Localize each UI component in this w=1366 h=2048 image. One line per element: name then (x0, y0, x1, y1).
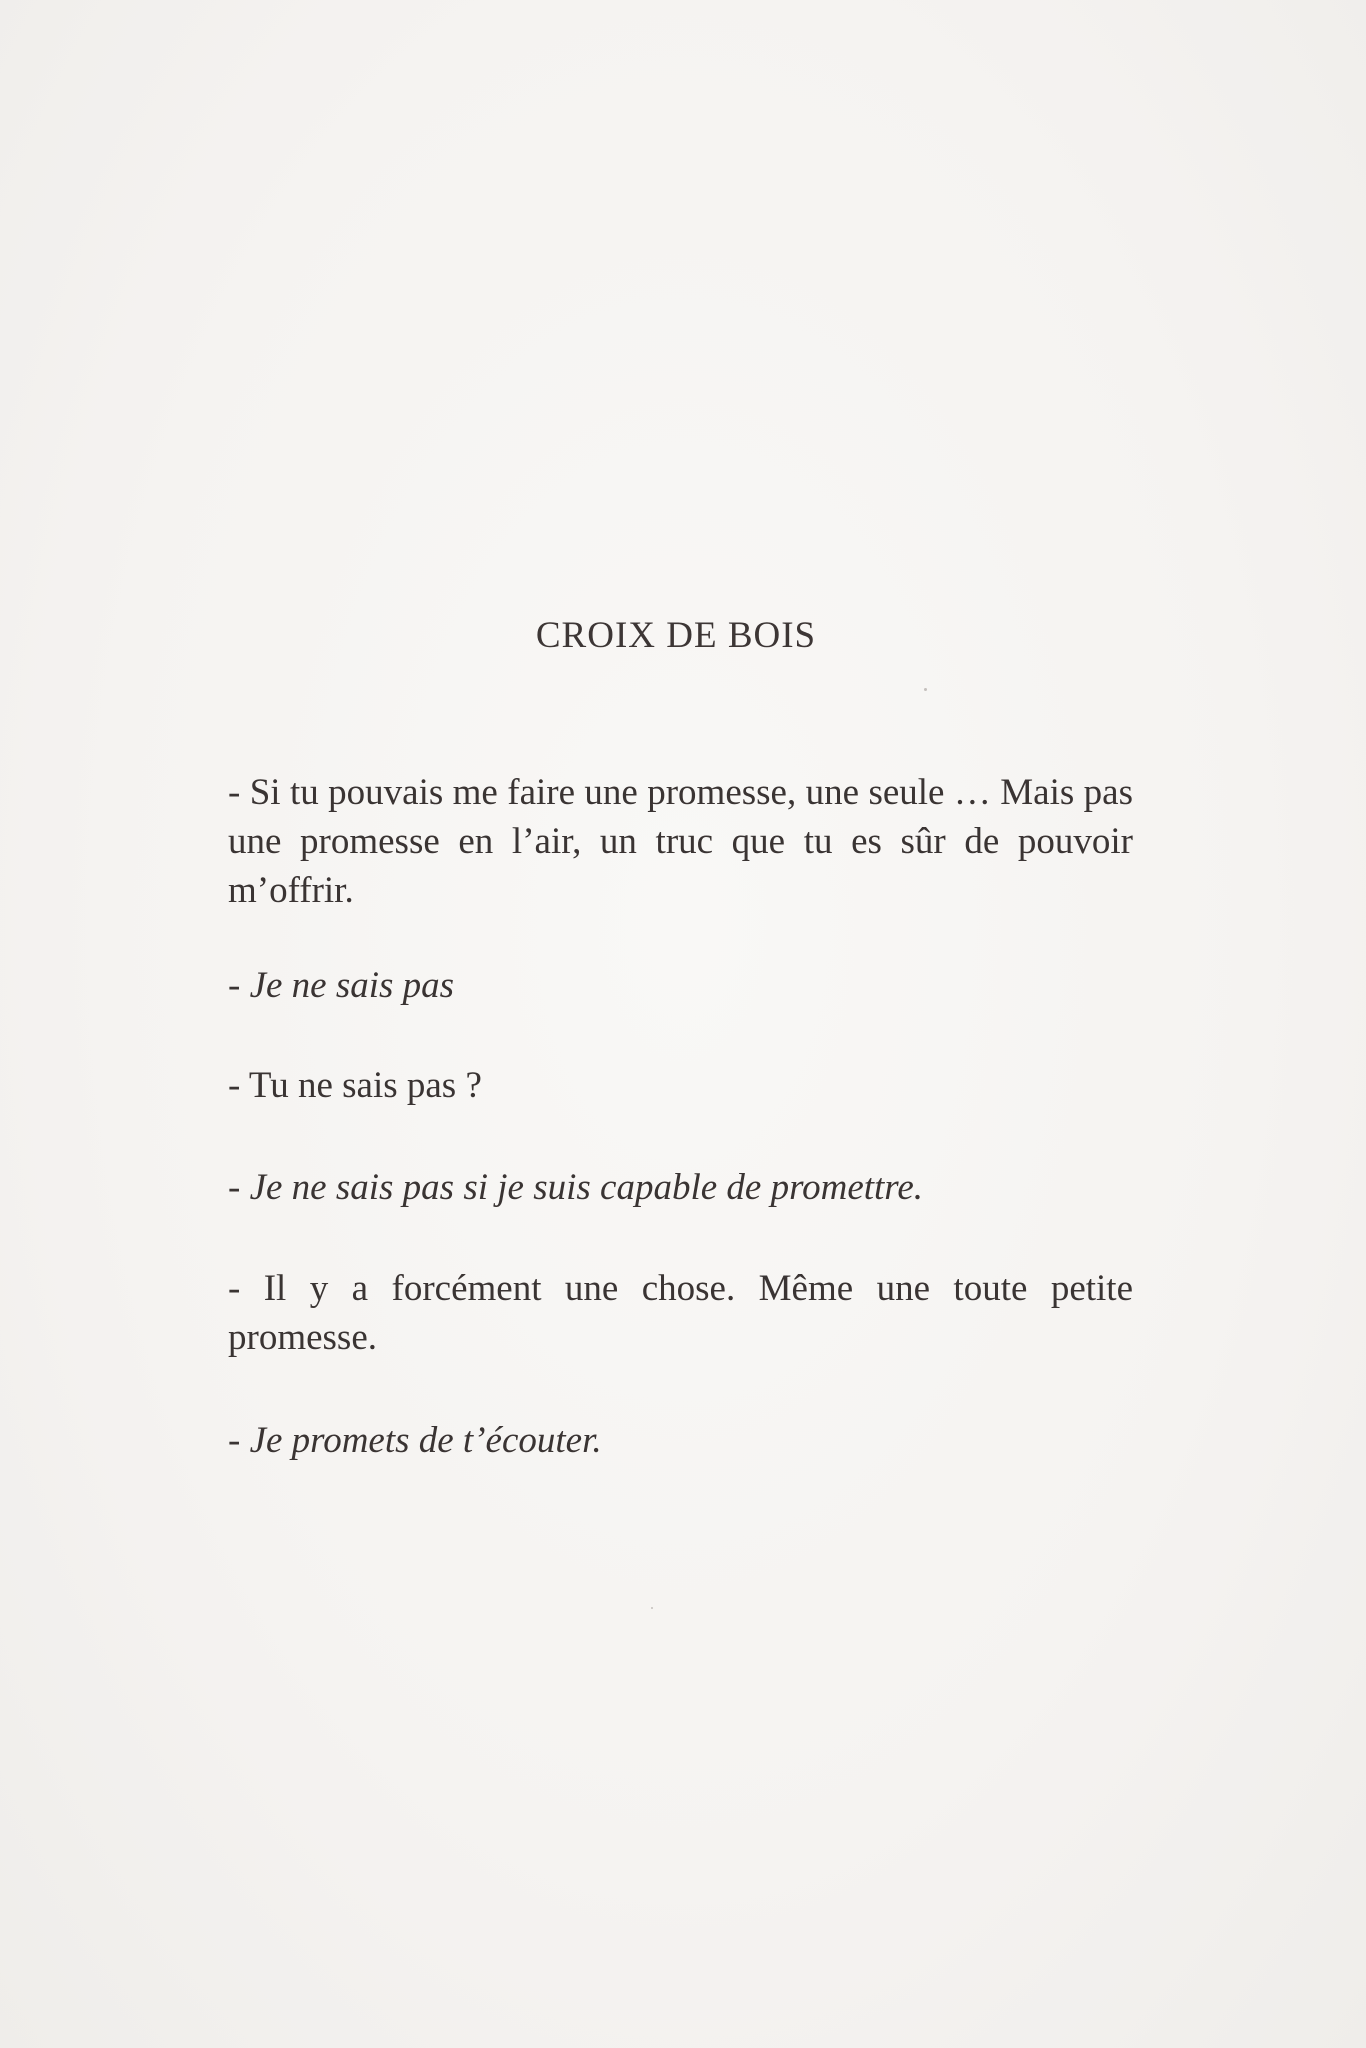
paper-speck (651, 1607, 653, 1609)
dialogue-line-1: - Si tu pouvais me faire une promesse, une seule … Mais pas une promesse en l’air, un truc que tu es sûr de pouvoir m’offrir. (228, 772, 1133, 911)
dialogue-line-5: - Il y a forcément une chose. Même une toute petite promesse. (228, 1268, 1133, 1358)
dialogue-line-2: - Je ne sais pas (228, 965, 455, 1006)
dialogue-line-3: - Tu ne sais pas ? (228, 1065, 482, 1106)
dialogue-line-4: - Je ne sais pas si je suis capable de promettre. (228, 1167, 923, 1208)
page-title: CROIX DE BOIS (535, 615, 817, 656)
dialogue-line-6: - Je promets de t’écouter. (228, 1420, 602, 1461)
paper-speck (924, 688, 927, 691)
